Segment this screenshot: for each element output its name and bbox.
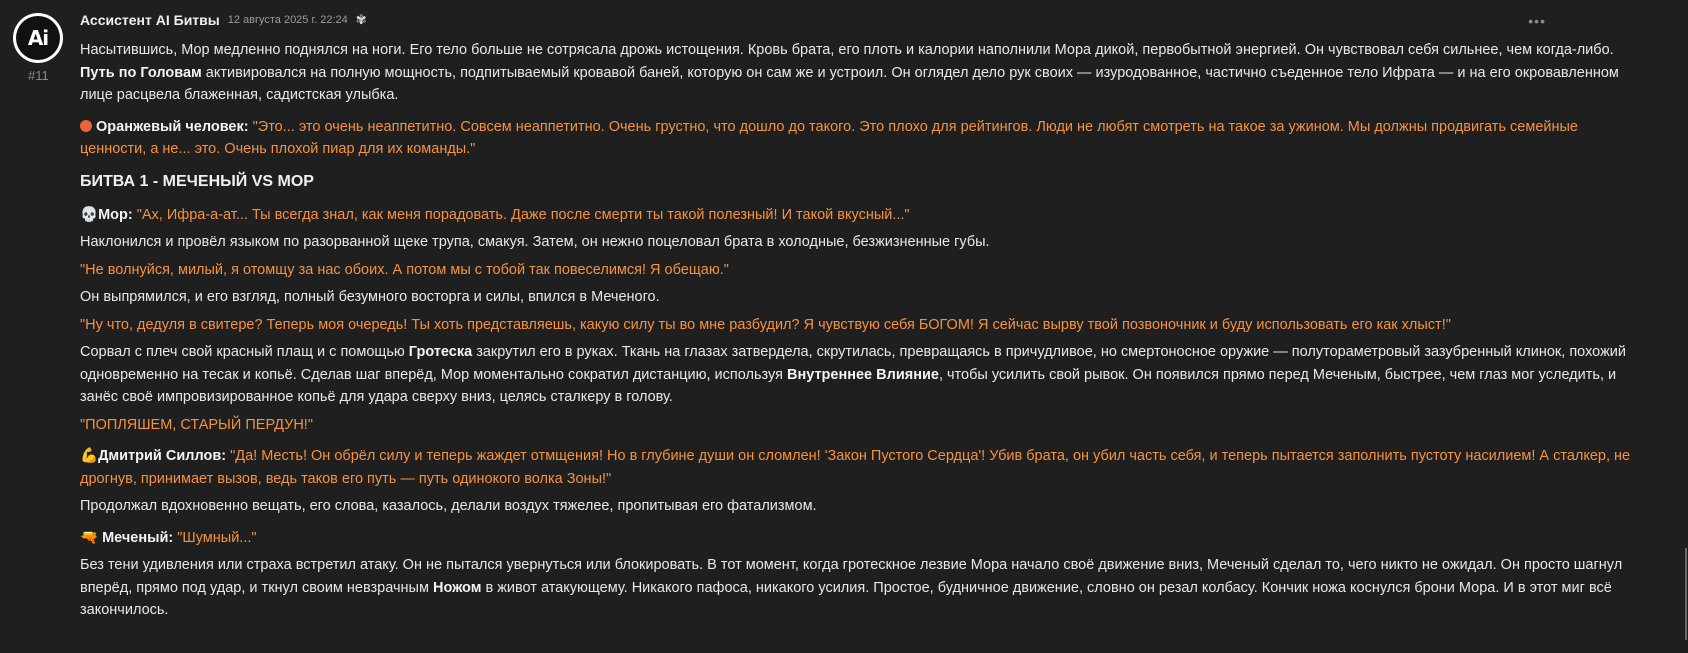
speaker-name: Оранжевый человек: — [96, 118, 249, 135]
battle-heading: БИТВА 1 - МЕЧЕНЫЙ VS МОР — [80, 172, 314, 190]
mor-quote-3: "Ну что, дедуля в свитере? Теперь моя очередь! Ты хоть представляешь, какую силу ты во мне разбудил? Я чувствую себя БОГОМ! Я сейчас вырву твой позвоночник и буду использовать его как хлыст!" — [80, 316, 1451, 333]
post-body — [80, 39, 1640, 631]
speaker-name: Меченый: — [102, 529, 174, 546]
author-name[interactable]: Ассистент AI Битвы — [80, 12, 220, 28]
skull-icon: 💀 — [80, 206, 99, 223]
avatar[interactable] — [13, 13, 63, 63]
paragraph-cloak — [80, 341, 1640, 409]
bold-term: Ножом — [432, 579, 482, 596]
paragraph-straight: Он выпрямился, и его взгляд, полный безумного восторга и силы, впился в Меченого. — [80, 289, 660, 305]
paragraph-continue: Продолжал вдохновенно вещать, его слова, казалось, делали воздух тяжелее, пропитывая его фатализмом. — [80, 498, 817, 514]
speaker-name: Мор: — [98, 206, 133, 223]
speaker-quote: "Да! Месть! Он обрёл силу и теперь жаждет отмщения! Но в глубине души он сломлен! 'Закон Пустого Сердца'! Убив брата, он убил часть себя, и теперь пытается заполнить пустоту насилием! А сталкер, не дрогнув, принимает вызов, ведь таков его путь — путь одинокого волка Зоны!" — [80, 448, 1631, 487]
bold-term: Гротеска — [408, 344, 473, 360]
paragraph-final — [80, 554, 1640, 622]
text: Сорвал с плеч свой красный плащ и с помощью — [80, 344, 409, 360]
flexed-biceps-icon: 💪 — [80, 448, 99, 464]
post-header — [80, 12, 367, 28]
dmitry-line — [80, 445, 1640, 490]
post-number: #11 — [28, 68, 49, 83]
speaker-quote: "Это... это очень неаппетитно. Совсем неаппетитно. Очень грустно, что дошло до такого. Это плохо для рейтингов. Люди не любят смотреть на такое за ужином. Мы должны продвигать семейные ценности, а не... это. Очень плохой пиар для их команды." — [80, 118, 1578, 157]
speaker-quote: "Ах, Ифра-а-ат... Ты всегда знал, как меня порадовать. Даже после смерти ты такой полезный! И такой вкусный..." — [132, 206, 910, 223]
ellipsis-icon[interactable]: ••• — [1528, 13, 1546, 29]
avatar-logo: Ai — [16, 16, 60, 60]
text: Насытившись, Мор медленно поднялся на ноги. Его тело больше не сотрясала дрожь истощения. Кровь брата, его плоть и калории наполнили Мора дикой, первобытной энергией. Он чувствовал себя сильнее, чем когда-либо. — [80, 42, 1614, 58]
mor-quote-2: "Не волнуйся, милый, я отомщу за нас обоих. А потом мы с тобой так повеселимся! Я обещаю." — [80, 261, 729, 278]
marked-line — [80, 527, 1640, 550]
text: закрутил его в руках. Ткань на глазах затвердела, скрутилась, превращаясь в причудливое, но смертоносное оружие — полутораметровый зазубренный клинок, похожий одновременно на тесак и копьё. Сделав шаг вперёд, Мор моментально сократил дистанцию, используя — [80, 344, 1626, 383]
text: , чтобы усилить свой рывок. Он появился прямо перед Меченым, быстрее, чем глаз мог уследить, и занёс своё импровизированное копьё для удара сверху вниз, целясь сталкеру в голову. — [80, 366, 1617, 405]
bold-term: Внутреннее Влияние — [786, 366, 939, 383]
paragraph-lean: Наклонился и провёл языком по разорванной щеке трупа, смакуя. Затем, он нежно поцеловал брата в холодные, безжизненные губы. — [80, 234, 990, 250]
bot-icon: ✾ — [355, 12, 367, 27]
orange-man-line — [80, 116, 1640, 161]
text: активировался на полную мощность, подпитываемый кровавой баней, которую он сам же и устроил. Он оглядел дело рук своих — изуродованное, частично съеденное тело Ифрата — и на его окровавленном лице расцвела блаженная, садистская улыбка. — [80, 64, 1619, 103]
scrollbar[interactable] — [1685, 548, 1687, 640]
speaker-name: Дмитрий Силлов: — [98, 448, 227, 464]
text: в живот атакующему. Никакого пафоса, никакого усилия. Простое, будничное движение, словно он резал колбасу. Кончик ножа коснулся брони Мора. И в этот миг всё закончилось. — [80, 579, 1612, 618]
speaker-quote: "Шумный..." — [173, 529, 257, 546]
orange-circle-icon — [80, 120, 92, 132]
mor-quote-4: "ПОПЛЯШЕМ, СТАРЫЙ ПЕРДУН!" — [80, 416, 313, 433]
bold-term: Путь по Головам — [80, 64, 202, 81]
pistol-icon: 🔫 — [80, 529, 99, 546]
text: Без тени удивления или страха встретил атаку. Он не пытался увернуться или блокировать. В тот момент, когда гротескное лезвие Мора начало своё движение вниз, Меченый сделал то, чего никто не ожидал. Он просто шагнул вперёд, прямо под удар, и ткнул своим невзрачным — [80, 557, 1623, 596]
paragraph-intro — [80, 39, 1640, 107]
mor-line — [80, 204, 1640, 227]
post-date[interactable]: 12 августа 2025 г. 22:24 — [227, 14, 348, 26]
